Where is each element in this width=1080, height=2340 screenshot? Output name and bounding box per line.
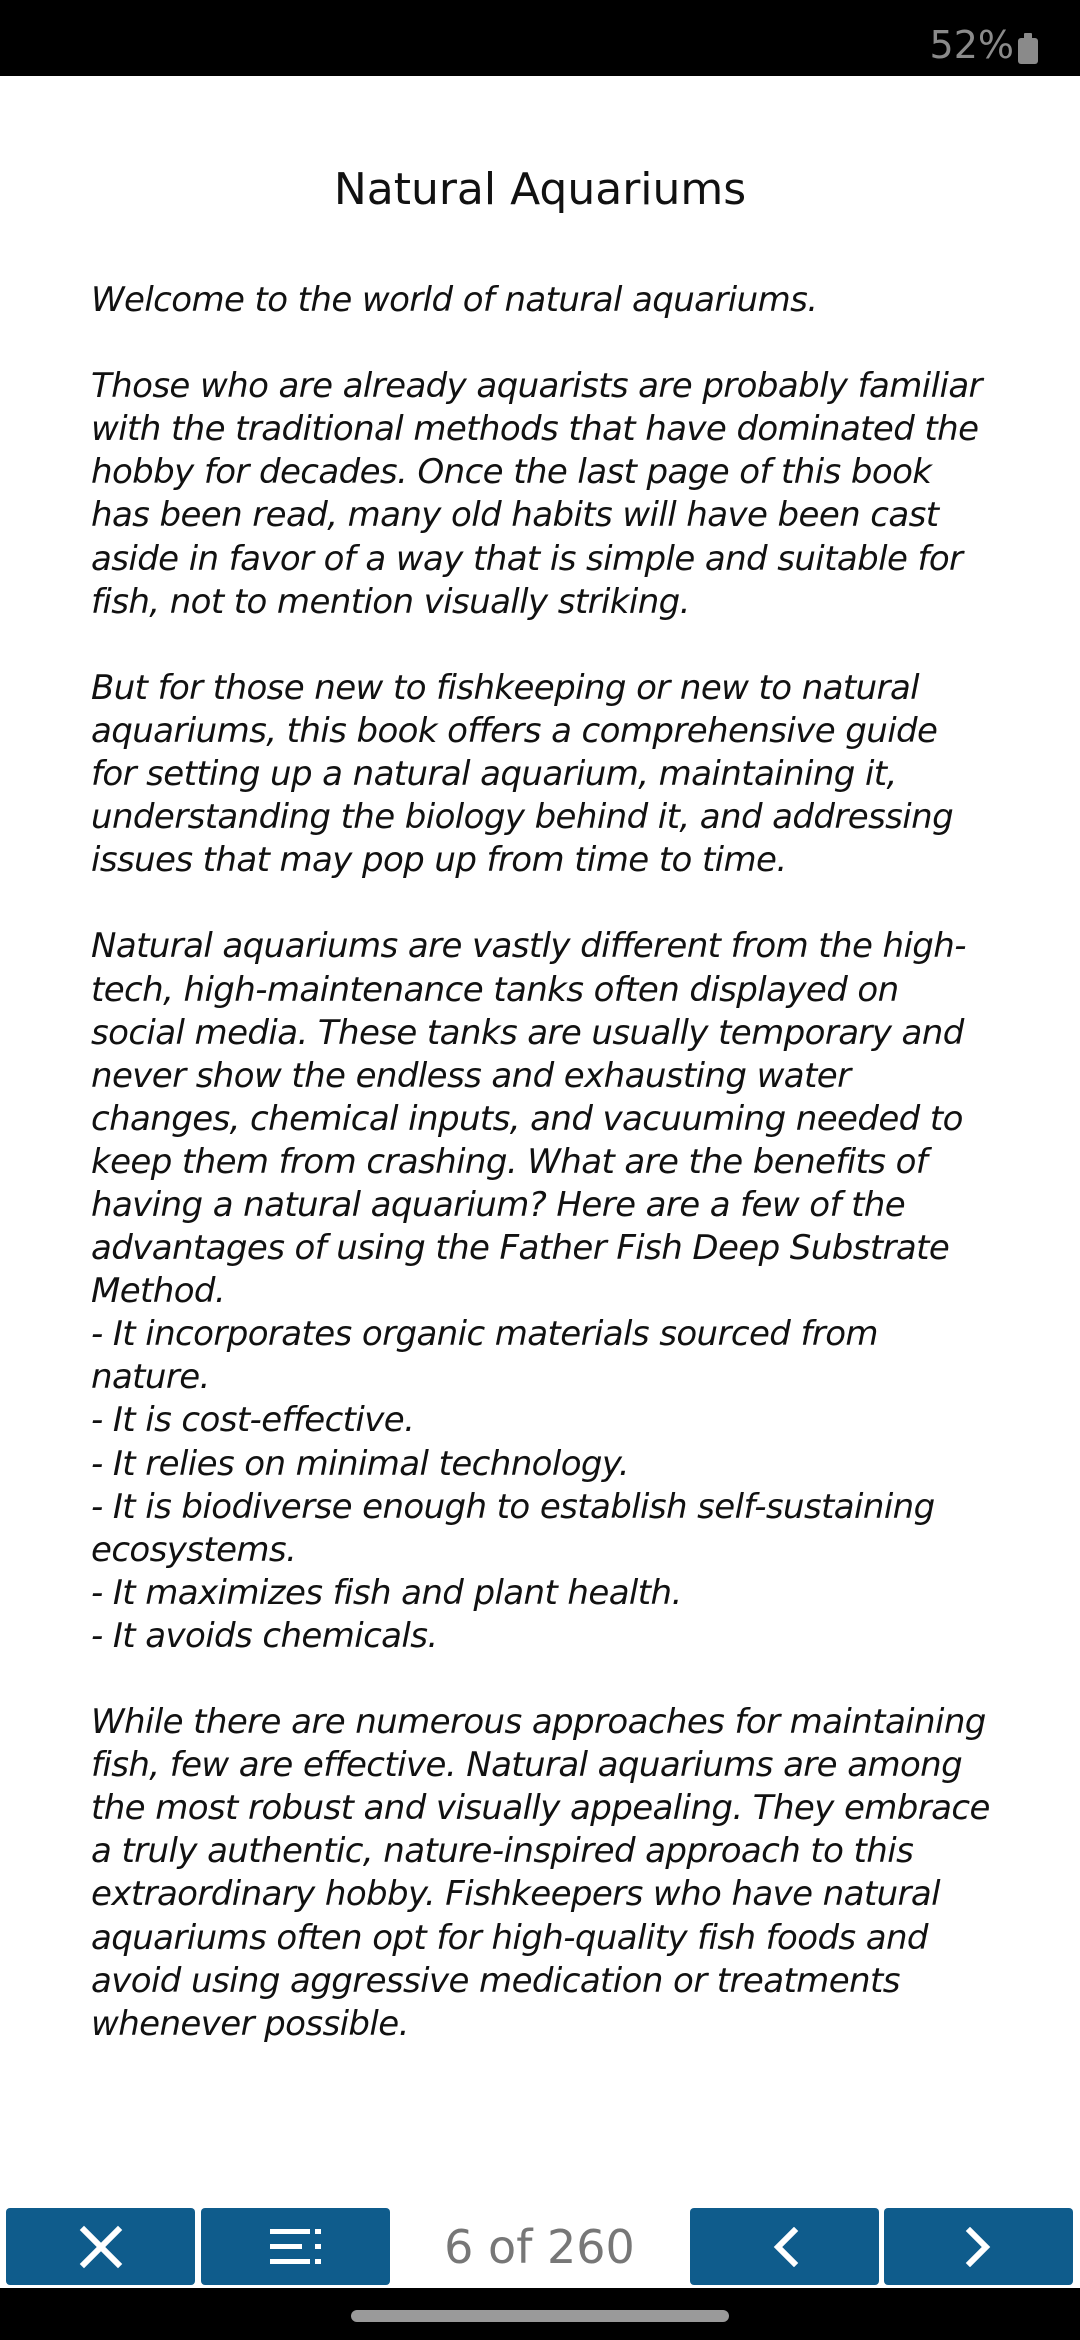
text-line: for setting up a natural aquarium, maintaining it,: [91, 754, 897, 795]
chapter-title: Natural Aquariums: [333, 164, 747, 215]
text-line: understanding the biology behind it, and addressing: [91, 797, 954, 838]
text-line: keep them from crashing. What are the benefits of: [91, 1141, 928, 1182]
text-line: fish, not to mention visually striking.: [91, 581, 690, 622]
gesture-bar: [0, 2288, 1080, 2340]
text-line: aquariums, this book offers a comprehensive guide: [91, 710, 938, 751]
home-handle[interactable]: [351, 2310, 729, 2322]
text-line: nature.: [91, 1357, 210, 1398]
chevron-right-icon: [964, 2227, 994, 2267]
status-bar: [0, 0, 1080, 76]
next-page-button[interactable]: [884, 2208, 1073, 2285]
chevron-left-icon: [770, 2227, 800, 2267]
text-line: But for those new to fishkeeping or new to natural: [91, 667, 920, 708]
text-line: tech, high-maintenance tanks often displayed on: [91, 969, 899, 1010]
text-line: Natural aquariums are vastly different from the high-: [91, 926, 966, 967]
reader-page: [0, 76, 1080, 2206]
text-line: Welcome to the world of natural aquariums.: [91, 280, 818, 320]
text-line: Method.: [91, 1271, 226, 1312]
text-line: advantages of using the Father Fish Deep Substrate: [91, 1228, 950, 1269]
text-line: has been read, many old habits will have been cast: [91, 495, 939, 536]
text-line: with the traditional methods that have dominated the: [91, 409, 979, 450]
text-line: - It is cost-effective.: [91, 1400, 415, 1441]
text-line: the most robust and visually appealing. They embrace: [91, 1788, 990, 1829]
text-line: While there are numerous approaches for maintaining: [91, 1702, 986, 1743]
text-line: ecosystems.: [91, 1529, 297, 1570]
table-of-contents-button[interactable]: [201, 2208, 390, 2285]
chapter-text: [91, 279, 1001, 2046]
text-line: social media. These tanks are usually temporary and: [91, 1012, 964, 1053]
text-line: never show the endless and exhausting water: [91, 1055, 851, 1096]
table-of-contents-icon: [270, 2227, 322, 2267]
text-line: - It maximizes fish and plant health.: [91, 1572, 682, 1613]
text-line: issues that may pop up from time to time.: [91, 840, 787, 881]
text-line: whenever possible.: [91, 2003, 409, 2044]
battery-percentage: 52%: [929, 23, 1014, 67]
text-line: extraordinary hobby. Fishkeepers who have natural: [91, 1874, 941, 1915]
text-line: - It incorporates organic materials sourced from: [91, 1314, 878, 1355]
paragraph-gap: [91, 624, 1001, 667]
previous-page-button[interactable]: [690, 2208, 879, 2285]
page-indicator: 6 of 260: [444, 2219, 635, 2274]
text-line: fish, few are effective. Natural aquariums are among: [91, 1745, 963, 1786]
text-line: Those who are already aquarists are probably familiar: [91, 366, 982, 407]
text-line: a truly authentic, nature-inspired approach to this: [91, 1831, 914, 1872]
text-line: having a natural aquarium? Here are a few of the: [91, 1184, 906, 1225]
text-line: - It avoids chemicals.: [91, 1615, 438, 1656]
text-line: - It relies on minimal technology.: [91, 1443, 629, 1484]
text-line: changes, chemical inputs, and vacuuming needed to: [91, 1098, 963, 1139]
text-line: hobby for decades. Once the last page of this book: [91, 452, 932, 493]
paragraph-gap: [91, 882, 1001, 925]
paragraph-gap: [91, 322, 1001, 365]
text-line: avoid using aggressive medication or treatments: [91, 1960, 900, 2001]
text-line: aquariums often opt for high-quality fish foods and: [91, 1917, 928, 1958]
close-icon: [78, 2224, 124, 2270]
text-line: aside in favor of a way that is simple and suitable for: [91, 538, 963, 579]
paragraph-gap: [91, 1658, 1001, 1701]
text-line: - It is biodiverse enough to establish self-sustaining: [91, 1486, 935, 1527]
close-button[interactable]: [6, 2208, 195, 2285]
reader-toolbar: [0, 2206, 1080, 2288]
battery-icon: [1018, 38, 1038, 64]
